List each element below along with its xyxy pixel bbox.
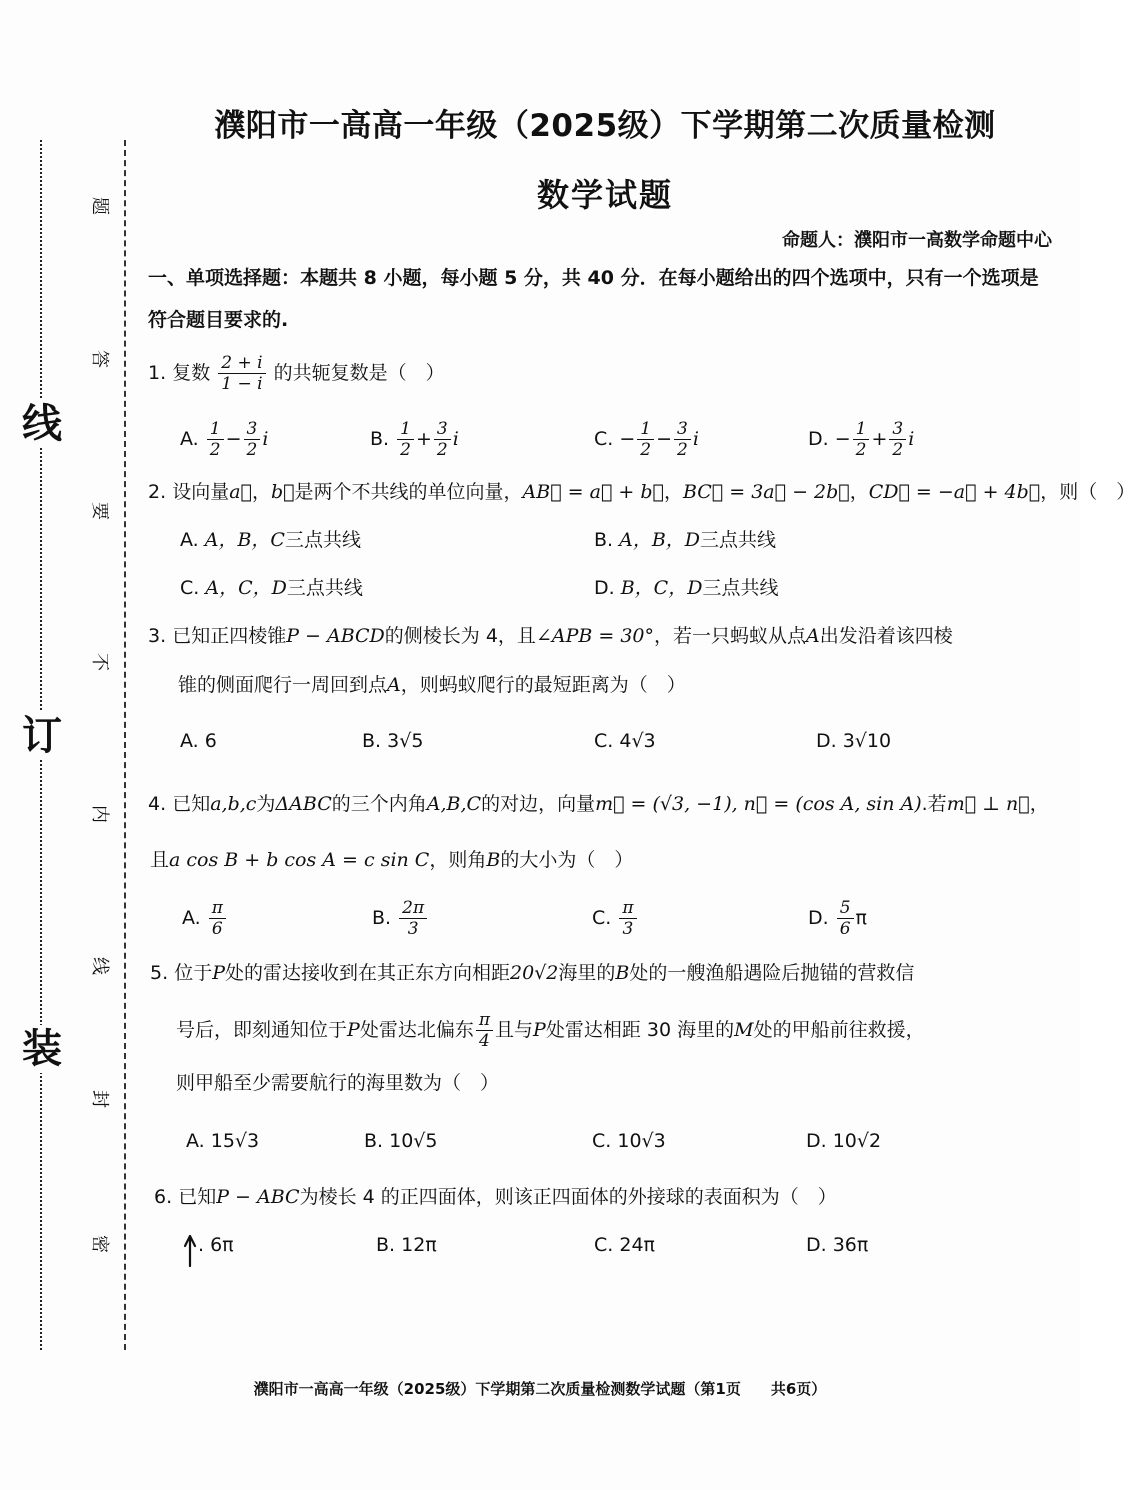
option-label: D. <box>806 1130 827 1152</box>
q4-math: m⃗ = (√3, −1), n⃗ = (cos A, sin A) <box>595 793 922 815</box>
option-imag-unit: i <box>262 428 269 450</box>
option-label: B. <box>376 1234 396 1256</box>
option-frac-1 <box>853 419 870 460</box>
option-imag-unit: i <box>692 428 699 450</box>
option-frac-1 <box>397 419 414 460</box>
option-label: . <box>198 1234 205 1256</box>
q4-math: m⃗ ⊥ n⃗ <box>946 793 1030 815</box>
q2-eq-bc: BC⃗ = 3a⃗ − 2b⃗ <box>682 481 850 503</box>
q4-option-b[interactable] <box>372 898 429 939</box>
frac-den: 2 <box>436 440 448 460</box>
q5-option-a[interactable] <box>186 1126 259 1156</box>
q5-text: 号后，即刻通知位于 <box>176 1019 348 1041</box>
q4-math: a,b,c <box>210 793 257 815</box>
frac-den: 4 <box>479 1031 490 1051</box>
q2-text-b: 是两个不共线的单位向量， <box>294 481 523 503</box>
option-frac <box>837 898 854 939</box>
option-value: 24π <box>619 1234 655 1256</box>
option-points: B，C，D <box>620 577 703 599</box>
q5-option-d[interactable] <box>806 1126 881 1156</box>
q4-text: 的大小为（ ） <box>500 849 634 871</box>
margin-char-feng: 封 <box>89 1090 110 1108</box>
question-4-line-2 <box>150 845 633 875</box>
frac-den: 2 <box>640 440 652 460</box>
option-text: 三点共线 <box>286 577 363 599</box>
frac-den: 2 <box>892 440 904 460</box>
q3-text: 锥的侧面爬行一周回到点 <box>178 674 388 696</box>
frac-num: 3 <box>434 419 451 440</box>
option-text: 三点共线 <box>700 529 777 551</box>
option-value: 3√10 <box>842 730 892 752</box>
q3-option-a[interactable] <box>180 726 217 756</box>
q1-pre: 复数 <box>172 362 211 384</box>
option-text: 三点共线 <box>702 577 779 599</box>
page-footer: 濮阳市一高高一年级（2025级）下学期第二次质量检测数学试题（第1页 共6页） <box>253 1380 827 1398</box>
option-value: 10√2 <box>832 1130 882 1152</box>
q2-eq-cd: CD⃗ = −a⃗ + 4b⃗ <box>868 481 1041 503</box>
option-label: D. <box>806 1234 827 1256</box>
option-frac-2 <box>244 419 261 460</box>
q4-text: 为 <box>256 793 276 815</box>
pen-arrow-mark-icon <box>182 1232 198 1268</box>
q1-option-a[interactable] <box>180 419 268 460</box>
q2-option-b[interactable] <box>594 525 776 555</box>
q5-math: P <box>212 962 225 984</box>
option-sign: − <box>619 428 636 450</box>
question-4-line-1 <box>148 789 1049 819</box>
q4-text: 的三个内角 <box>331 793 427 815</box>
q6-option-a[interactable] <box>198 1230 234 1260</box>
q3-number: 3. <box>148 625 167 647</box>
option-label: D. <box>808 907 829 929</box>
q4-text: .若 <box>921 793 947 815</box>
frac-num: 5 <box>837 898 854 919</box>
option-label: A. <box>180 529 199 551</box>
option-label: A. <box>180 428 199 450</box>
q2-eq-ab: AB⃗ = a⃗ + b⃗ <box>522 481 664 503</box>
option-label: B. <box>364 1130 384 1152</box>
frac-den: 6 <box>211 919 223 939</box>
option-label: C. <box>592 907 612 929</box>
q4-text: ，则角 <box>429 849 487 871</box>
q2-tail: ，则（ ） <box>1040 481 1135 503</box>
frac-num: 3 <box>889 419 906 440</box>
frac-num: 1 <box>207 419 224 440</box>
frac-num: 2π <box>399 898 427 919</box>
q6-number: 6. <box>154 1186 173 1208</box>
q5-math: P <box>533 1019 546 1041</box>
q3-text: 出发沿着该四棱 <box>819 625 953 647</box>
option-value: 36π <box>832 1234 869 1256</box>
q5-math: 20√2 <box>510 962 559 984</box>
question-3-line-1 <box>148 621 953 651</box>
option-operator: + <box>871 428 888 450</box>
q3-text: 的侧棱长为 4，且 <box>384 625 536 647</box>
frac-num: 3 <box>674 419 691 440</box>
q2-number: 2. <box>148 481 167 503</box>
option-text: 三点共线 <box>284 529 361 551</box>
margin-char-ti: 题 <box>89 197 110 215</box>
option-label: D. <box>594 577 615 599</box>
q3-math: A <box>387 674 401 696</box>
option-value: 15√3 <box>210 1130 260 1152</box>
question-6 <box>154 1182 837 1212</box>
q5-text: 且与 <box>495 1019 534 1041</box>
option-points: A，B，C <box>204 529 285 551</box>
frac-num: 1 <box>637 419 654 440</box>
exam-author: 命题人：濮阳市一高数学命题中心 <box>782 230 1052 251</box>
q3-option-c[interactable] <box>594 726 656 756</box>
option-value: 4√3 <box>619 730 656 752</box>
q2-vector-b: b⃗ <box>270 481 295 503</box>
q4-option-c[interactable] <box>592 898 639 939</box>
option-frac-1 <box>637 419 654 460</box>
frac-den: 2 <box>855 440 867 460</box>
q2-option-d[interactable] <box>594 573 778 603</box>
q1-option-b[interactable] <box>370 419 459 460</box>
question-5-line-1 <box>150 958 914 988</box>
frac-den: 2 <box>209 440 221 460</box>
q5-fraction <box>476 1010 493 1051</box>
option-points: A，B，D <box>619 529 701 551</box>
q5-math: M <box>734 1019 754 1041</box>
q5-text: 海里的 <box>558 962 616 984</box>
q1-number: 1. <box>148 362 167 384</box>
option-label: B. <box>370 428 390 450</box>
q1-fraction <box>218 353 265 394</box>
exam-subtitle: 数学试题 <box>536 176 673 214</box>
option-label: A. <box>186 1130 205 1152</box>
q5-number: 5. <box>150 962 169 984</box>
q3-option-b[interactable] <box>362 726 423 756</box>
q3-text: ，则蚂蚁爬行的最短距离为（ ） <box>400 674 686 696</box>
q2-option-a[interactable] <box>180 525 361 555</box>
frac-num: 1 <box>397 419 414 440</box>
q5-option-b[interactable] <box>364 1126 438 1156</box>
frac-den: 3 <box>622 919 634 939</box>
q4-text: ， <box>1029 793 1049 815</box>
question-2: 2. 设向量a⃗，b⃗是两个不共线的单位向量，AB⃗ = a⃗ + b⃗，BC⃗ = 3a⃗ − 2b⃗，CD⃗ = −a⃗ + 4b⃗，则（ ） <box>148 481 1135 503</box>
q5-text: 则甲船至少需要航行的海里数为（ ） <box>176 1072 500 1094</box>
binding-char-xian: 线 <box>22 401 62 447</box>
frac-num: 1 <box>853 419 870 440</box>
q1-frac-den: 1 − i <box>221 374 263 394</box>
q4-text: 且 <box>150 849 170 871</box>
question-3-line-2 <box>178 670 686 700</box>
section-heading: 一、单项选择题：本题共 8 小题，每小题 5 分，共 40 分．在每小题给出的四个选项中，只有一个选项是符合题目要求的. <box>148 267 1039 331</box>
frac-num: π <box>476 1010 493 1031</box>
option-tail: π <box>855 907 867 929</box>
frac-den: 2 <box>400 440 411 460</box>
frac-den: 6 <box>839 919 851 939</box>
q2-text-a: 设向量 <box>172 481 230 503</box>
margin-char-yao: 要 <box>89 502 110 520</box>
q3-text: 已知正四棱锥 <box>172 625 287 647</box>
q5-option-c[interactable] <box>592 1126 666 1156</box>
margin-char-nei: 内 <box>89 805 110 823</box>
option-label: A. <box>182 907 201 929</box>
q5-text: 处的一艘渔船遇险后抛锚的营救信 <box>629 962 915 984</box>
option-label: D. <box>808 428 829 450</box>
q4-text: 已知 <box>172 793 211 815</box>
q3-option-d[interactable] <box>816 726 891 756</box>
option-value: 6π <box>210 1234 234 1256</box>
binding-char-zhuang: 装 <box>22 1026 62 1072</box>
q6-text: 为棱长 4 的正四面体，则该正四面体的外接球的表面积为（ ） <box>299 1186 837 1208</box>
q5-math: P <box>347 1019 360 1041</box>
q5-text: 处的雷达接收到在其正东方向相距 <box>225 962 511 984</box>
q4-number: 4. <box>148 793 167 815</box>
q4-math: B <box>486 849 501 871</box>
q2-vector-a: a⃗ <box>229 481 252 503</box>
frac-num: π <box>209 898 226 919</box>
frac-num: 3 <box>244 419 261 440</box>
option-value: 3√5 <box>387 730 424 752</box>
frac-den: 3 <box>407 919 419 939</box>
q6-text: 已知 <box>178 1186 217 1208</box>
option-label: B. <box>594 529 614 551</box>
option-label: C. <box>592 1130 612 1152</box>
option-operator: − <box>225 428 242 450</box>
option-imag-unit: i <box>908 428 915 450</box>
option-label: C. <box>594 1234 614 1256</box>
q1-post: 的共轭复数是（ ） <box>273 362 445 384</box>
q1-option-c[interactable] <box>594 419 699 460</box>
option-frac-2 <box>674 419 691 460</box>
q4-math: A,B,C <box>426 793 482 815</box>
q5-text: 处雷达北偏东 <box>359 1019 474 1041</box>
q1-frac-num: 2 + i <box>218 353 265 374</box>
q2-option-c[interactable] <box>180 573 363 603</box>
q3-math: P − ABCD <box>286 625 385 647</box>
frac-den: 2 <box>677 440 688 460</box>
question-5-line-2 <box>176 1010 925 1051</box>
option-label: B. <box>372 907 392 929</box>
option-frac-2 <box>434 419 451 460</box>
option-label: C. <box>594 730 614 752</box>
q6-math: P − ABC <box>216 1186 300 1208</box>
q4-text: 的对边，向量 <box>481 793 596 815</box>
q5-text: 处的甲船前往救援， <box>753 1019 925 1041</box>
binding-char-ding: 订 <box>22 713 62 759</box>
q4-math: ΔABC <box>275 793 332 815</box>
option-label: C. <box>594 428 614 450</box>
q6-option-c[interactable] <box>594 1230 655 1260</box>
margin-char-bu: 不 <box>89 653 110 671</box>
q1-option-d[interactable] <box>808 419 914 460</box>
margin-char-da: 答 <box>89 350 110 368</box>
q5-text: 处雷达相距 30 海里的 <box>545 1019 735 1041</box>
q3-text: ，若一只蚂蚁从点 <box>654 625 807 647</box>
frac-den: 2 <box>246 440 258 460</box>
frac-num: π <box>619 898 636 919</box>
option-frac <box>619 898 636 939</box>
option-points: A，C，D <box>205 577 287 599</box>
option-value: 10√3 <box>617 1130 666 1152</box>
q4-option-d[interactable] <box>808 898 867 939</box>
option-operator: − <box>656 428 673 450</box>
option-label: D. <box>816 730 837 752</box>
q4-math: a cos B + b cos A = c sin C <box>169 849 430 871</box>
option-sign: − <box>834 428 851 450</box>
q5-math: B <box>615 962 630 984</box>
q4-option-a[interactable] <box>182 898 228 939</box>
option-label: A. <box>180 730 199 752</box>
option-frac-2 <box>889 419 906 460</box>
q5-text: 位于 <box>174 962 213 984</box>
margin-char-mi: 密 <box>89 1235 110 1253</box>
q3-math: A <box>806 625 820 647</box>
option-value: 6 <box>204 730 217 752</box>
q6-option-d[interactable] <box>806 1230 868 1260</box>
margin-char-xian-small: 线 <box>89 957 110 975</box>
option-label: B. <box>362 730 382 752</box>
q6-option-b[interactable] <box>376 1230 437 1260</box>
exam-title: 濮阳市一高高一年级（2025级）下学期第二次质量检测 <box>214 108 996 144</box>
binding-dashed-line <box>124 140 126 1350</box>
option-frac <box>399 898 427 939</box>
q3-math: ∠APB = 30° <box>535 625 655 647</box>
question-5-line-3 <box>176 1068 499 1098</box>
option-value: 10√5 <box>389 1130 438 1152</box>
option-imag-unit: i <box>452 428 459 450</box>
option-label: C. <box>180 577 200 599</box>
option-frac-1 <box>207 419 224 460</box>
question-1 <box>148 353 445 394</box>
option-frac <box>209 898 226 939</box>
option-operator: + <box>415 428 432 450</box>
option-value: 12π <box>401 1234 437 1256</box>
